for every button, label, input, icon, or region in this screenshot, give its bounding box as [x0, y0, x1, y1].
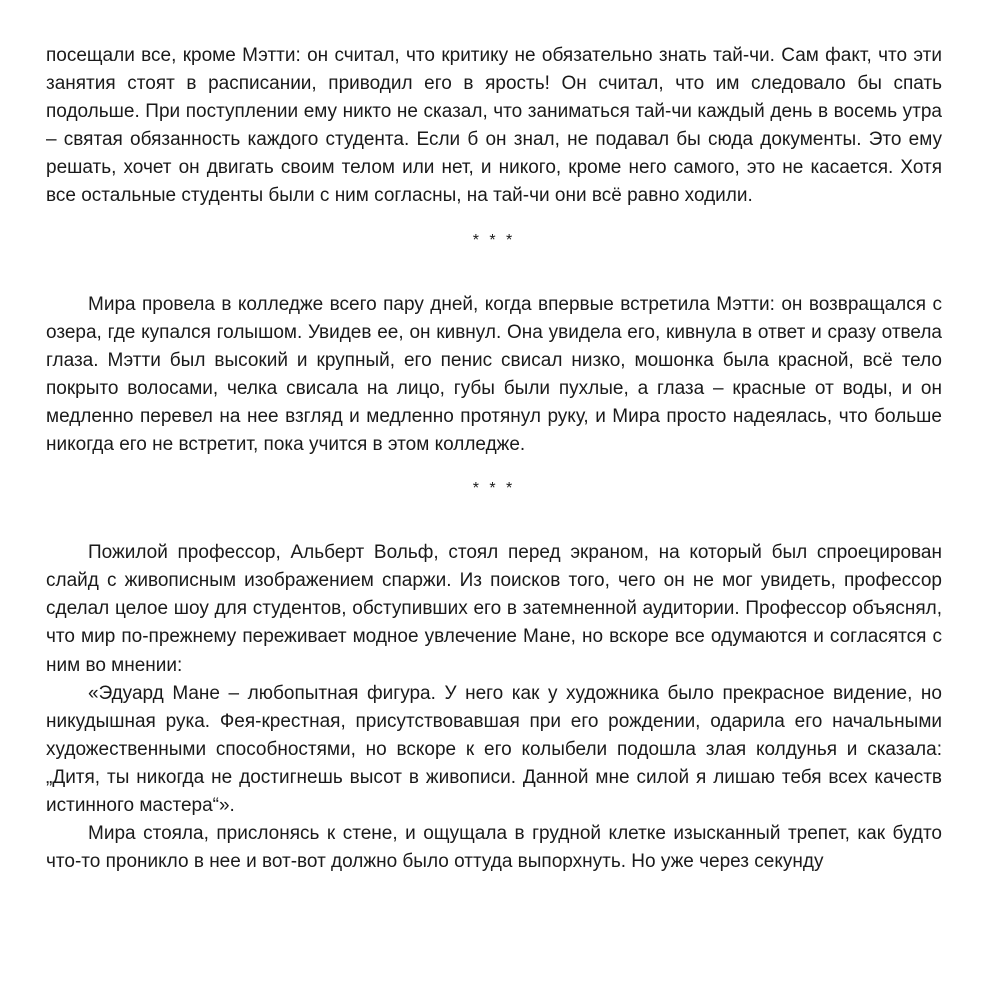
section-separator: * * *	[472, 480, 516, 498]
paragraph-tai-chi: посещали все, кроме Мэтти: он считал, что критику не обязательно знать тай-чи. Сам факт, что эти занятия стоят в расписании, приводил его в ярость! Он считал, что им следовало бы спать подольше. При поступлении ему никто не сказал, что заниматься тай-чи каждый день в восемь утра – святая обязанность каждого студента. Если б он знал, не подавал бы сюда документы. Это ему решать, хочет он двигать своим телом или нет, и никого, кроме него самого, это не касается. Хотя все остальные студенты были с ним согласны, на тай-чи они всё равно ходили.	[46, 45, 942, 207]
paragraph-mira-meets-matty: Мира провела в колледже всего пару дней, когда впервые встретила Мэтти: он возвращался с озера, где купался голышом. Увидев ее, он кивнул. Она увидела его, кивнула в ответ и сразу отвела глаза. Мэтти был высокий и крупный, его пенис свисал низко, мошонка была красной, всё тело покрыто волосами, челка свисала на лицо, губы были пухлые, а глаза – красные от воды, и он медленно перевел на нее взгляд и медленно протянул руку, и Мира просто надеялась, что больше никогда его не встретит, пока учится в этом колледже.	[46, 293, 942, 456]
spacer	[46, 255, 942, 291]
spacer	[46, 503, 942, 539]
section-separator: * * *	[472, 231, 516, 249]
document-page	[46, 42, 942, 876]
spacer	[46, 211, 942, 227]
paragraph-professor-wolf: Пожилой профессор, Альберт Вольф, стоял перед экраном, на который был спроецирован слайд с живописным изображением спаржи. Из поисков того, чего он не мог увидеть, профессор сделал целое шоу для студентов, обступивших его в затемненной аудитории. Профессор объяснял, что мир по-прежнему переживает модное увлечение Мане, но вскоре все одумаются и согласятся с ним во мнении:	[46, 542, 942, 676]
paragraph-quote-manet: «Эдуард Мане – любопытная фигура. У него как у художника было прекрасное видение, но никудышная рука. Фея-крестная, присутствовавшая при его рождении, одарила его начальными художественными способностями, но вскоре к его колыбели подошла злая колдунья и сказала: „Дитя, ты никогда не достигнешь высот в живописи. Данной мне силой я лишаю тебя всех качеств истинного мастера“».	[46, 682, 942, 816]
spacer	[46, 459, 942, 475]
paragraph-mira-against-wall: Мира стояла, прислонясь к стене, и ощущала в грудной клетке изысканный трепет, как будто что-то проникло в нее и вот-вот должно было оттуда выпорхнуть. Но уже через секунду	[46, 823, 942, 873]
